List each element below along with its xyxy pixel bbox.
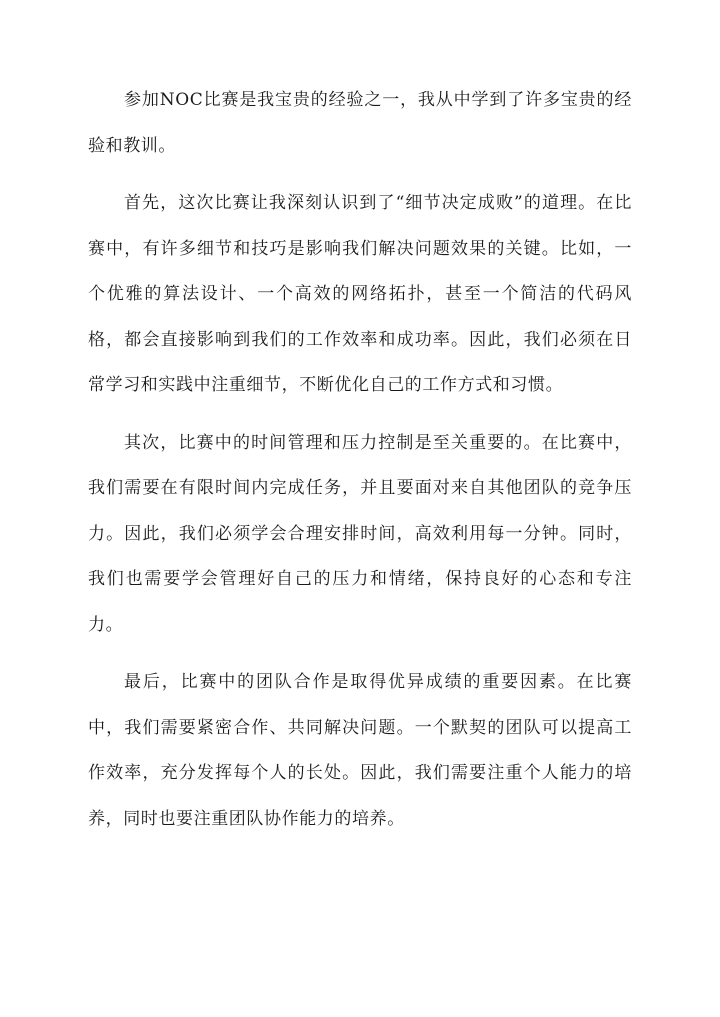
paragraph-first-point: 首先，这次比赛让我深刻认识到了“细节决定成败”的道理。在比赛中，有许多细节和技巧是影响我们解决问题效果的关键。比如，一个优雅的算法设计、一个高效的网络拓扑，甚至一个简洁的代码风格，都会直接影响到我们的工作效率和成功率。因此，我们必须在日常学习和实践中注重细节，不断优化自己的工作方式和习惯。 [88, 193, 632, 395]
paragraph-intro: 参加NOC比赛是我宝贵的经验之一，我从中学到了许多宝贵的经验和教训。 [88, 90, 632, 156]
paragraph-second-point: 其次，比赛中的时间管理和压力控制是至关重要的。在比赛中，我们需要在有限时间内完成任务，并且要面对来自其他团队的竞争压力。因此，我们必须学会合理安排时间，高效利用每一分钟。同时，我们也需要学会管理好自己的压力和情绪，保持良好的心态和专注力。 [88, 432, 632, 635]
document-body [88, 78, 632, 854]
paragraph-final-point: 最后，比赛中的团队合作是取得优异成绩的重要因素。在比赛中，我们需要紧密合作、共同解决问题。一个默契的团队可以提高工作效率，充分发挥每个人的长处。因此，我们需要注重个人能力的培养，同时也要注重团队协作能力的培养。 [88, 672, 632, 829]
